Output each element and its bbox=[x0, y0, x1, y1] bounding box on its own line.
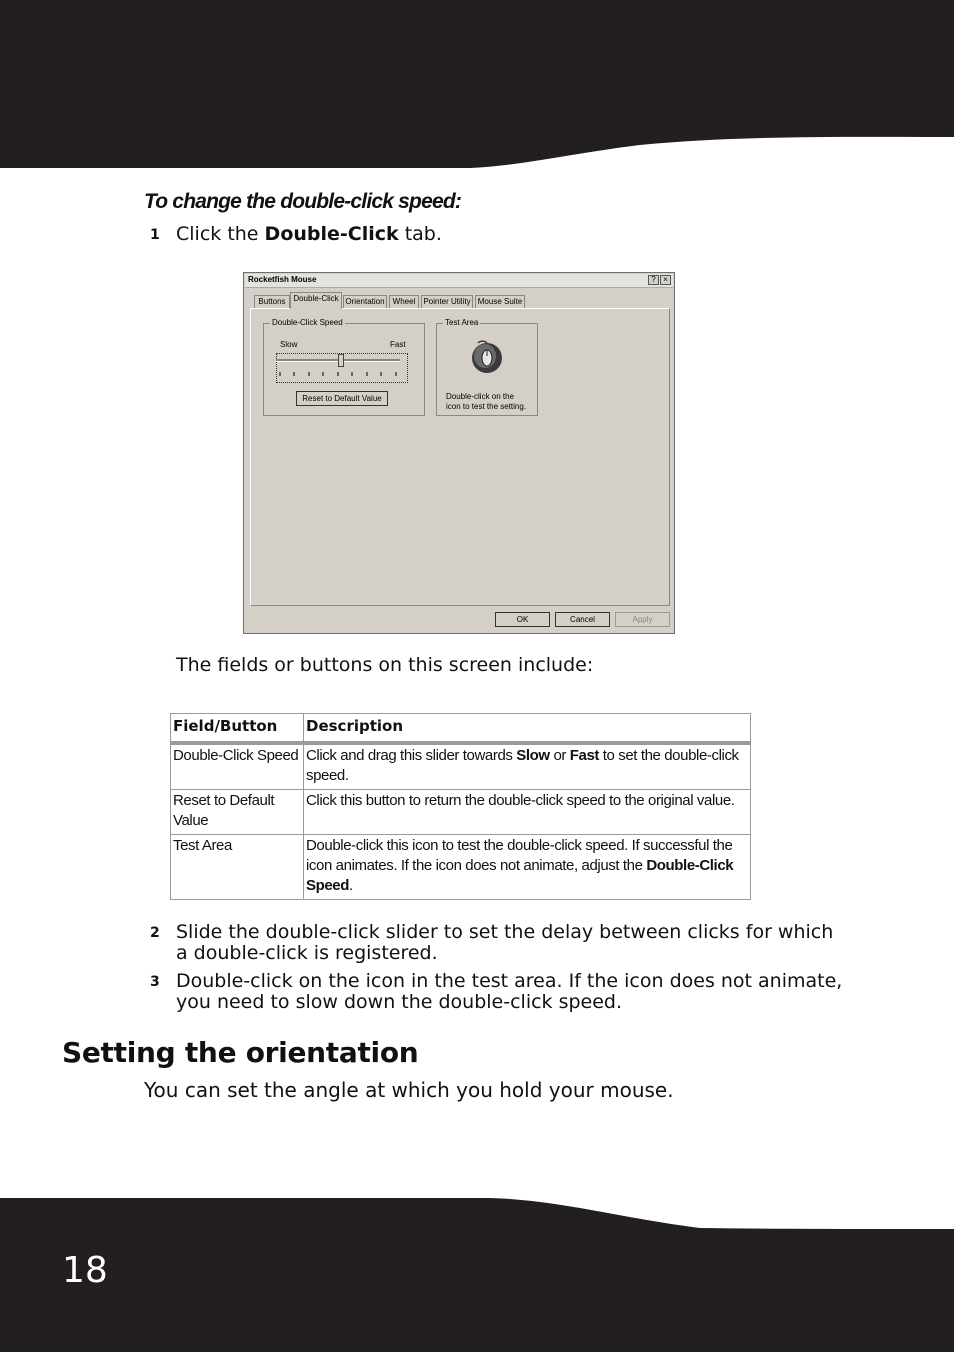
step-text: Click the Double-Click tab. bbox=[176, 223, 442, 245]
tab-double-click[interactable]: Double-Click bbox=[290, 292, 342, 309]
mouse-test-icon[interactable] bbox=[470, 339, 504, 375]
fields-table bbox=[170, 713, 751, 900]
step-number: 1 bbox=[150, 227, 160, 243]
speed-slider-thumb[interactable] bbox=[338, 354, 344, 367]
header-description: Description bbox=[304, 714, 751, 744]
procedure-title: To change the double-click speed: bbox=[144, 190, 462, 213]
step-number: 3 bbox=[150, 974, 160, 990]
apply-button[interactable]: Apply bbox=[615, 612, 670, 627]
table-row bbox=[171, 835, 751, 900]
description-cell: Click and drag this slider towards Slow or Fast to set the double-click speed. bbox=[304, 743, 751, 790]
step-text: Slide the double-click slider to set the delay between clicks for which a double-click is registered. bbox=[176, 921, 834, 964]
reset-default-button[interactable]: Reset to Default Value bbox=[296, 391, 388, 406]
description-cell: Click this button to return the double-click speed to the original value. bbox=[304, 790, 751, 835]
table-row bbox=[171, 790, 751, 835]
step-number: 2 bbox=[150, 925, 160, 941]
section-heading: Setting the orientation bbox=[62, 1036, 419, 1069]
field-cell: Double-Click Speed bbox=[171, 743, 304, 790]
test-caption-2: icon to test the setting. bbox=[446, 402, 527, 411]
field-cell: Test Area bbox=[171, 835, 304, 900]
mouse-properties-dialog bbox=[243, 272, 675, 634]
footer-band bbox=[0, 1196, 954, 1352]
dialog-title: Rocketfish Mouse bbox=[248, 275, 317, 284]
page-number: 18 bbox=[62, 1250, 108, 1291]
header-field: Field/Button bbox=[171, 714, 304, 744]
header-band bbox=[0, 0, 954, 170]
tab-orientation[interactable]: Orientation bbox=[343, 295, 387, 308]
tab-mouse-suite[interactable]: Mouse Suite bbox=[475, 295, 525, 308]
table-row bbox=[171, 743, 751, 790]
table-header-row bbox=[171, 714, 751, 744]
help-button[interactable]: ? bbox=[648, 275, 659, 285]
test-caption-1: Double-click on the bbox=[446, 392, 515, 401]
slow-label: Slow bbox=[280, 340, 298, 349]
close-button[interactable]: × bbox=[660, 275, 671, 285]
slider-ticks bbox=[278, 372, 398, 376]
section-body: You can set the angle at which you hold your mouse. bbox=[144, 1078, 674, 1102]
field-cell: Reset to Default Value bbox=[171, 790, 304, 835]
fast-label: Fast bbox=[390, 340, 406, 349]
cancel-button[interactable]: Cancel bbox=[555, 612, 610, 627]
dialog-title-bar bbox=[245, 274, 673, 288]
tab-wheel[interactable]: Wheel bbox=[389, 295, 419, 308]
tab-buttons[interactable]: Buttons bbox=[254, 295, 290, 308]
group-label: Double-Click Speed bbox=[272, 318, 343, 327]
description-cell: Double-click this icon to test the double-click speed. If successful the icon animates. If the icon does not animate, adjust the Double-Click Speed. bbox=[304, 835, 751, 900]
intro-text: The fields or buttons on this screen include: bbox=[176, 654, 594, 676]
group-label: Test Area bbox=[445, 318, 479, 327]
step-text: Double-click on the icon in the test area. If the icon does not animate, you need to slow down the double-click speed. bbox=[176, 970, 843, 1013]
tab-pointer-utility[interactable]: Pointer Utility bbox=[421, 295, 473, 308]
ok-button[interactable]: OK bbox=[495, 612, 550, 627]
